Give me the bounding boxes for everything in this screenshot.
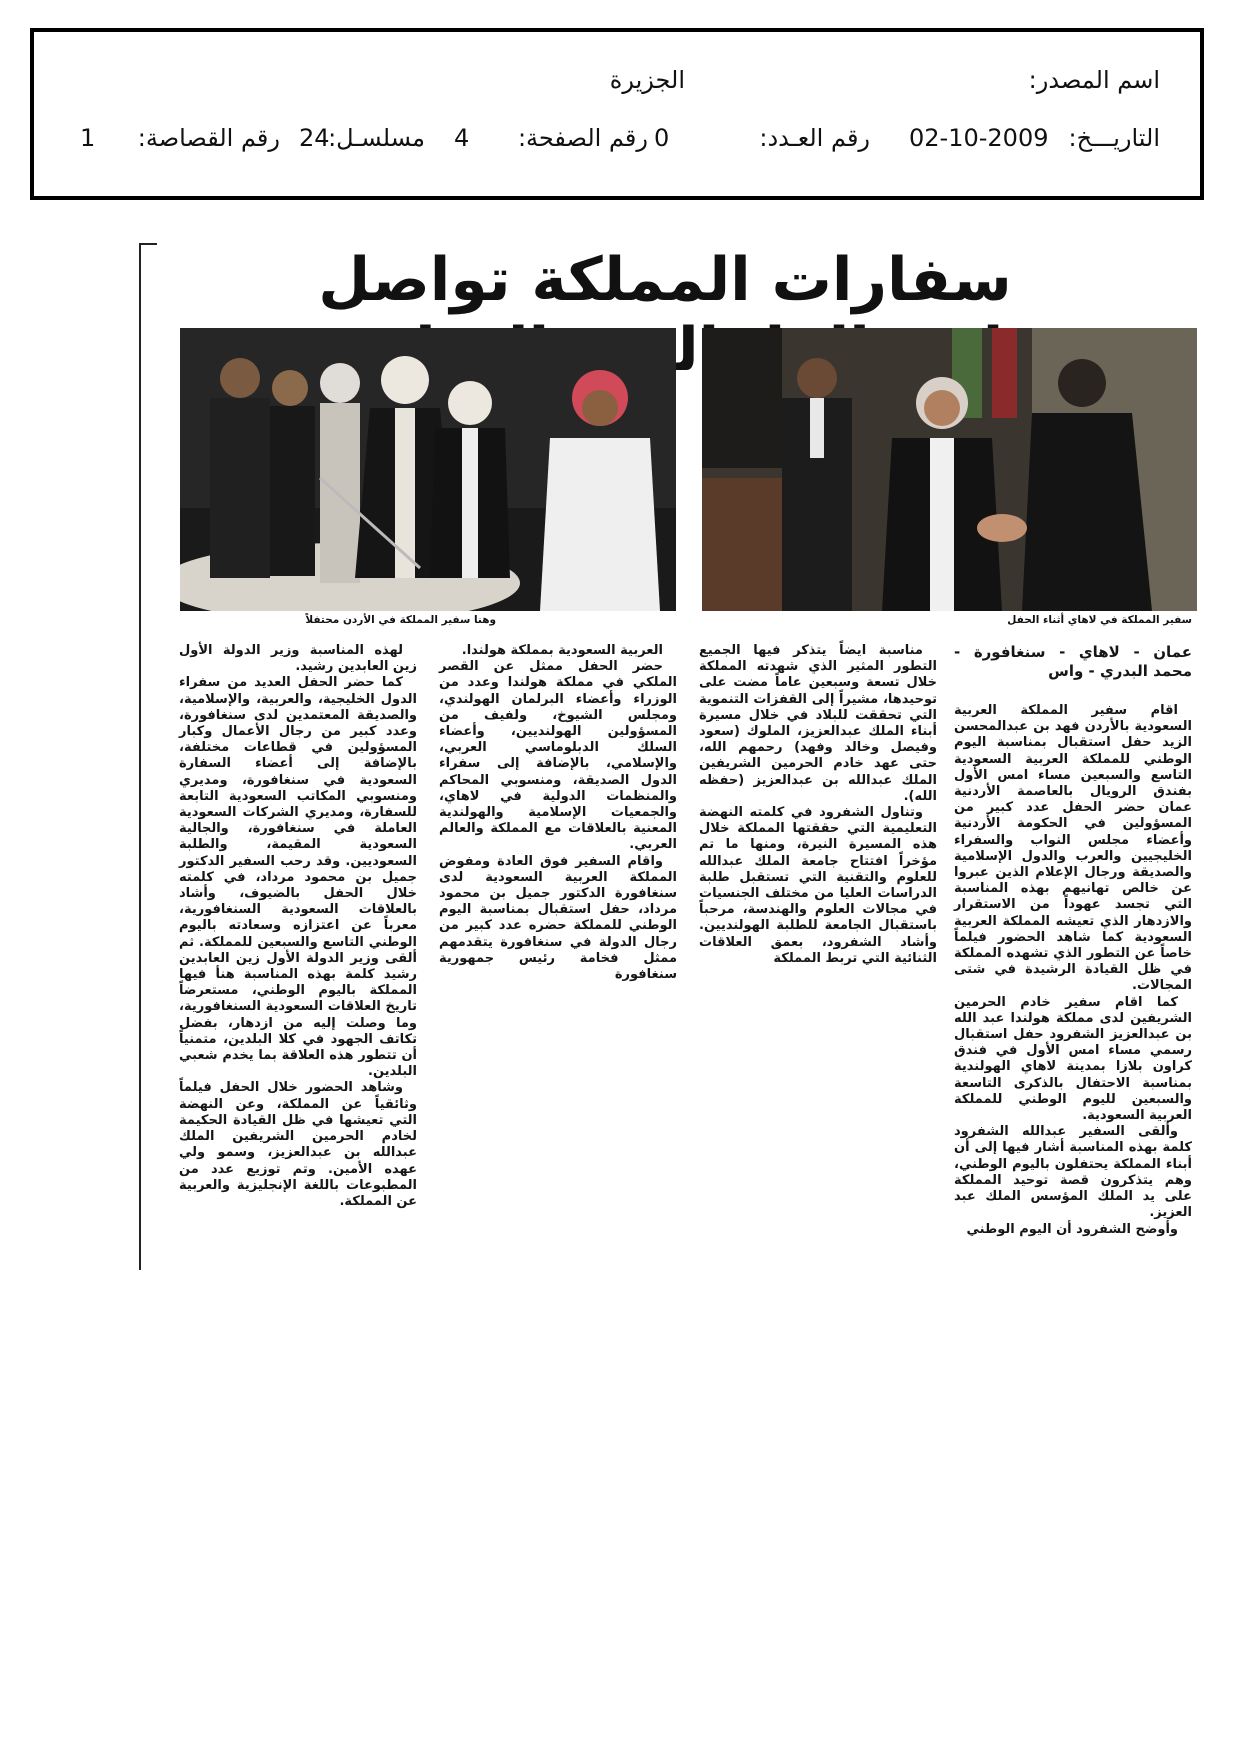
- date-value: 02-10-2009: [909, 124, 1049, 152]
- photo-hague-image: [702, 328, 1197, 611]
- col3-para-1: العربية السعودية بمملكة هولندا.: [461, 643, 663, 658]
- col4-para-2: كما حضر الحفل العديد من سفراء الدول الخليجية، والعربية، والإسلامية، والصديقة المعتمدين لدى سنغافورة، وعدد كبير من رجال الأعمال وكبار المسؤولين في قطاعات مختلفة، بالإضافة إلى أعضاء السفارة السعودية في سنغافورة، ومديري ومنسوبي المكاتب السعودية التابعة للسفارة، ومديري الشركات السعودية العاملة في سنغافورة، والجالية السعودية المقيمة، والطلبة السعوديين. وقد رحب السفير الدكتور جميل بن محمود مرداد، في كلمته خلال الحفل بالضيوف، وأشاد بالعلاقات السعودية السنغافورية، معرباً عن اعتزازه وسعادته باليوم الوطني التاسع والسبعين للمملكة. ثم ألقى وزير الدولة الأول زين العابدين رشيد كلمة بهذه المناسبة هنأ فيها المملكة باليوم الوطني، مستعرضاً تاريخ العلاقات السعودية السنغافورية، وما وصلت إليه من ازدهار، بفضل تكاتف الجهود في كلا البلدين، متمنياً أن تتطور هذه العلاقة بما يخدم شعبي البلدين.: [179, 675, 417, 1080]
- col1-para-2: كما اقام سفير خادم الحرمين الشريفين لدى مملكة هولندا عبد الله بن عبدالعزيز الشفرود حفل استقبال رسمي مساء امس الأول في فندق كراون بلازا بمدينة لاهاي الهولندية بمناسبة الاحتفال بالذكرى التاسعة والسبعين لليوم الوطني للمملكة العربية السعودية.: [954, 994, 1192, 1124]
- article-column-2: [699, 643, 937, 967]
- photo-jordan-image: [180, 328, 676, 611]
- col3-para-3: واقام السفير فوق العادة ومفوض المملكة العربية السعودية لدى سنغافورة الدكتور جميل بن محمود مرداد، حفل استقبال بمناسبة اليوم الوطني للمملكة حضره عدد كبير من رجال الدولة في سنغافورة يتقدمهم ممثل فخامة رئيس جمهورية سنغافورة: [439, 853, 677, 983]
- margin-rule: [139, 245, 141, 1270]
- clip-value: 1: [80, 124, 96, 152]
- col3-para-2: حضر الحفل ممثل عن القصر الملكي في مملكة هولندا وعدد من الوزراء وأعضاء البرلمان الهولندي، ومجلس الشيوخ، ولفيف من المسؤولين الهولنديين، وأعضاء السلك الدبلوماسي العربي، والإسلامي، بالإضافة إلى سفراء الدول الصديقة، ومنسوبي المحاكم والمنظمات الدولية في لاهاي، والجمعيات الإسلامية والهولندية المعنية بالعلاقات مع المملكة والعالم العربي.: [439, 659, 677, 853]
- page-value: 4: [454, 124, 470, 152]
- serial-label: مسلسـل:: [328, 124, 425, 152]
- issue-label: رقم العـدد:: [759, 124, 870, 152]
- article-column-4: [179, 643, 417, 1210]
- photo-jordan-celebration: [180, 328, 676, 611]
- margin-tick: [139, 243, 157, 245]
- article-headline: سفارات المملكة تواصل: [318, 245, 1012, 315]
- source-info-box: [30, 28, 1204, 200]
- source-value: الجزيرة: [609, 66, 685, 94]
- source-label: اسم المصدر:: [1028, 66, 1160, 94]
- article-byline: عمان - لاهاي - سنغافورة - محمد البدري - واس: [954, 643, 1192, 680]
- article-column-1: [954, 643, 1192, 1238]
- col1-para-4: وأوضح الشفرود أن اليوم الوطني: [966, 1221, 1178, 1237]
- date-label: التاريـــخ:: [1068, 124, 1160, 152]
- photo-jordan-caption: وهنا سفير المملكة في الأردن محتفلاً: [305, 614, 496, 626]
- issue-value: 0: [654, 124, 670, 152]
- clip-label: رقم القصاصة:: [137, 124, 280, 152]
- article-column-3: [439, 643, 677, 983]
- col1-para-1: اقام سفير المملكة العربية السعودية بالأردن فهد بن عبدالمحسن الزيد حفل استقبال بمناسبة اليوم الوطني للمملكة العربية السعودية التاسع والسبعين مساء امس الأول بفندق الرويال بالعاصمة الأردنية عمان حضر الحفل عدد كبير من المسؤولين في الحكومة الأردنية وأعضاء مجلس النواب والسفراء الخليجيين والعرب والدول الإسلامية والصديقة ورجال الإعلام الذين عبروا عن خالص تهانيهم بهذه المناسبة التي تجسد عهوداً من الاستقرار والازدهار الذي تعيشه المملكة العربية السعودية كما شاهد الحضور فيلماً خاصاً عن التطور الذي تشهده المملكة في ظل القيادة الرشيدة في شتى المجالات.: [954, 703, 1192, 994]
- photo-hague-reception: [702, 328, 1197, 611]
- serial-value: 24: [299, 124, 330, 152]
- col2-para-2: وتناول الشفرود في كلمته النهضة التعليمية التي حققتها المملكة خلال هذه المسيرة النيرة، ومنها ما تم مؤخراً افتتاح جامعة الملك عبدالله للعلوم والتقنية التي تستقبل طلبة الدراسات العليا من مختلف الجنسيات في مجالات العلوم والهندسة، مرحباً باستقبال الجامعة للطلبة الهولنديين. وأشاد الشفرود، بعمق العلاقات الثنائية التي تربط المملكة: [699, 805, 937, 966]
- col2-para-1: مناسبة ايضاً يتذكر فيها الجميع التطور المثير الذي شهدته المملكة خلال تسعة وسبعين عاماً مضت على توحيدها، مشيراً إلى القفزات التنموية التي تحققت للبلاد في خلال مسيرة أبناء الملك عبدالعزيز، الملوك (سعود وفيصل وخالد وفهد) رحمهم الله، حتى عهد خادم الحرمين الشريفين الملك عبدالله بن عبدالعزيز (حفظه الله).: [699, 643, 937, 804]
- col4-para-3: وشاهد الحضور خلال الحفل فيلماً وثائقياً عن المملكة، وعن النهضة التي تعيشها في ظل القيادة الحكيمة لخادم الحرمين الشريفين الملك عبدالله بن عبدالعزيز، وسمو ولي عهده الأمين. وتم توزيع عدد من المطبوعات باللغة الإنجليزية والعربية عن المملكة.: [179, 1080, 417, 1209]
- col1-para-3: وألقى السفير عبدالله الشفرود كلمة بهذه المناسبة أشار فيها إلى أن أبناء المملكة يحتفلون باليوم الوطني، وهم يتذكرون قصة توحيد المملكة على يد الملك المؤسس الملك عبد العزيز.: [954, 1124, 1192, 1221]
- photo-hague-caption: سفير المملكة في لاهاي أثناء الحفل: [1007, 614, 1192, 626]
- col4-para-1: لهذه المناسبة وزير الدولة الأول زين العابدين رشيد.: [179, 643, 417, 675]
- page-label: رقم الصفحة:: [517, 124, 648, 152]
